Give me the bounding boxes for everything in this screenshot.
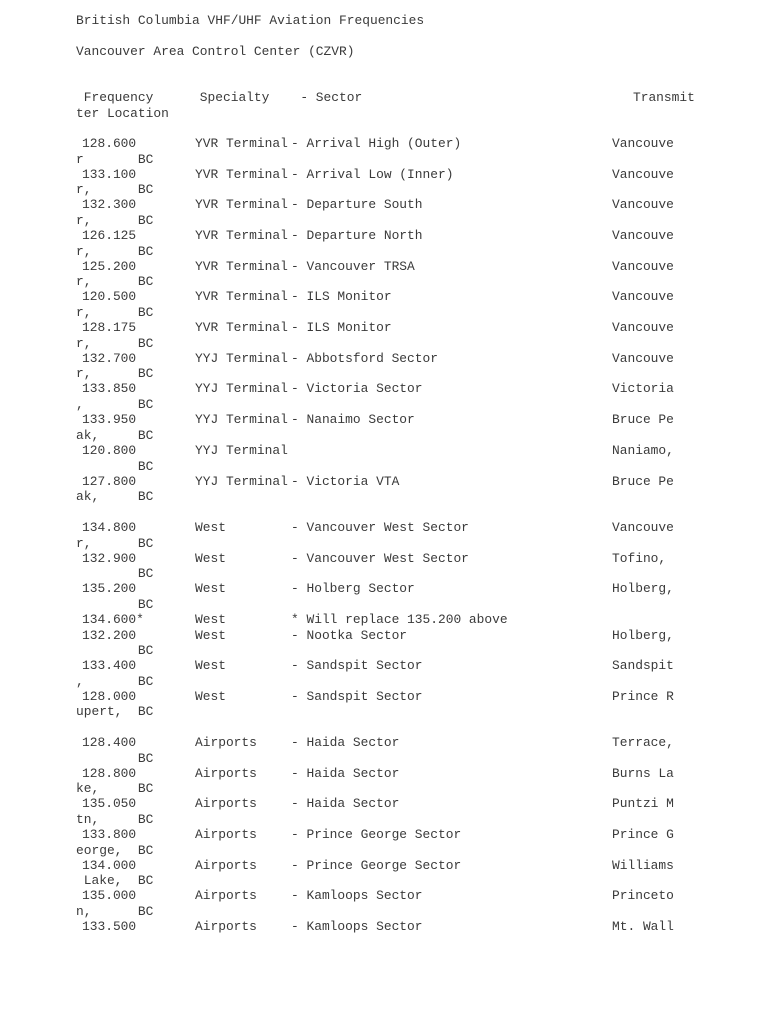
location-wrap-cell: r, BC <box>76 182 154 197</box>
transmitter-cell: Princeto <box>612 888 674 903</box>
transmitter-cell: Burns La <box>612 765 674 781</box>
transmitter-cell: Prince G <box>612 827 674 842</box>
location-wrap-cell: r, BC <box>76 274 154 289</box>
transmitter-cell: Bruce Pe <box>612 412 674 427</box>
location-wrap-cell: BC <box>76 566 154 581</box>
frequency-cell: 128.175 <box>82 320 137 335</box>
transmitter-cell: Bruce Pe <box>612 473 674 489</box>
location-wrap-cell: r, BC <box>76 335 154 351</box>
table-row <box>76 197 676 228</box>
location-wrap-cell: , BC <box>76 396 154 412</box>
sector-cell: * Will replace 135.200 above <box>291 612 508 627</box>
location-wrap-cell: r, BC <box>76 243 154 259</box>
location-wrap-cell: BC <box>76 643 154 658</box>
table-row <box>76 919 676 950</box>
sector-cell: - Haida Sector <box>291 735 400 750</box>
sector-cell: - ILS Monitor <box>291 320 392 335</box>
sector-cell: - Prince George Sector <box>291 857 462 873</box>
table-row <box>76 520 676 551</box>
frequency-cell: 133.500 <box>82 919 137 934</box>
sector-cell: - Departure South <box>291 197 423 212</box>
specialty-cell: West <box>195 581 226 596</box>
transmitter-cell: Vancouve <box>612 197 674 212</box>
sector-cell: - Departure North <box>291 228 423 243</box>
location-wrap-cell: r, BC <box>76 366 154 381</box>
location-wrap-cell: BC <box>76 458 154 474</box>
sector-cell: - Prince George Sector <box>291 827 462 842</box>
table-row <box>76 735 676 766</box>
frequency-cell: 133.800 <box>82 827 137 842</box>
sector-cell: - Holberg Sector <box>291 581 415 596</box>
frequency-cell: 128.600 <box>82 136 137 151</box>
table-row <box>76 581 676 612</box>
transmitter-cell: Vancouve <box>612 136 674 151</box>
specialty-cell: Airports <box>195 827 257 842</box>
location-wrap-cell: eorge, BC <box>76 842 154 858</box>
specialty-cell: Airports <box>195 796 257 811</box>
table-row <box>76 858 676 889</box>
table-row <box>76 796 676 827</box>
transmitter-cell: Terrace, <box>612 735 674 750</box>
specialty-cell: Airports <box>195 888 257 903</box>
document-subtitle: Vancouver Area Control Center (CZVR) <box>76 44 355 59</box>
location-wrap-cell: BC <box>76 750 154 766</box>
location-wrap-cell: r, BC <box>76 304 154 320</box>
frequency-cell: 135.050 <box>82 796 137 811</box>
transmitter-cell: Mt. Wall <box>612 919 674 934</box>
specialty-cell: West <box>195 550 226 566</box>
transmitter-cell: Victoria <box>612 381 674 396</box>
location-wrap-cell: , BC <box>76 673 154 689</box>
sector-cell: - Arrival High (Outer) <box>291 136 462 151</box>
specialty-cell: Airports <box>195 857 257 873</box>
sector-cell: - Kamloops Sector <box>291 888 423 903</box>
frequency-cell: 133.950 <box>82 412 137 427</box>
location-wrap-cell: r, BC <box>76 535 154 551</box>
table-header-line-2: ter Location <box>76 105 169 121</box>
frequency-cell: 128.000 <box>82 688 137 704</box>
sector-cell: - Abbotsford Sector <box>291 350 438 366</box>
sector-cell: - Sandspit Sector <box>291 688 423 704</box>
transmitter-cell: Vancouve <box>612 520 674 535</box>
specialty-cell: YVR Terminal <box>195 136 288 151</box>
table-row <box>76 351 676 382</box>
transmitter-cell: Sandspit <box>612 658 674 673</box>
specialty-cell: YVR Terminal <box>195 289 288 304</box>
sector-cell: - Vancouver West Sector <box>291 520 469 535</box>
frequency-cell: 128.400 <box>82 735 137 750</box>
document-title: British Columbia VHF/UHF Aviation Frequencies <box>76 13 425 28</box>
table-row <box>76 136 676 167</box>
table-row <box>76 888 676 919</box>
transmitter-cell: Holberg, <box>612 581 674 596</box>
transmitter-cell: Williams <box>612 857 674 873</box>
frequency-cell: 132.300 <box>82 197 137 212</box>
specialty-cell: West <box>195 688 226 704</box>
sector-cell: - Victoria VTA <box>291 473 400 489</box>
frequency-cell: 132.700 <box>82 350 137 366</box>
transmitter-cell: Puntzi M <box>612 796 674 811</box>
location-wrap-cell: n, BC <box>76 903 154 919</box>
transmitter-cell: Holberg, <box>612 627 674 643</box>
specialty-cell: YVR Terminal <box>195 228 288 243</box>
specialty-cell: Airports <box>195 735 257 750</box>
frequency-cell: 135.000 <box>82 888 137 903</box>
table-row <box>76 412 676 443</box>
frequency-cell: 120.500 <box>82 289 137 304</box>
table-row <box>76 381 676 412</box>
transmitter-cell: Vancouve <box>612 166 674 182</box>
location-wrap-cell: r, BC <box>76 212 154 228</box>
frequency-cell: 134.000 <box>82 857 137 873</box>
location-wrap-cell: Lake, BC <box>76 873 154 888</box>
specialty-cell: Airports <box>195 765 257 781</box>
specialty-cell: YYJ Terminal <box>195 443 288 458</box>
table-row <box>76 167 676 198</box>
location-wrap-cell: ak, BC <box>76 427 154 443</box>
table-row <box>76 320 676 351</box>
specialty-cell: YYJ Terminal <box>195 381 288 396</box>
transmitter-cell: Tofino, <box>612 550 667 566</box>
transmitter-cell: Vancouve <box>612 289 674 304</box>
location-wrap-cell: ak, BC <box>76 489 154 504</box>
specialty-cell: YYJ Terminal <box>195 350 288 366</box>
frequency-cell: 133.850 <box>82 381 137 396</box>
frequency-cell: 127.800 <box>82 473 137 489</box>
table-header-line-1: Frequency Specialty - Sector Transmit <box>76 90 695 105</box>
location-wrap-cell: ke, BC <box>76 781 154 796</box>
table-row <box>76 827 676 858</box>
specialty-cell: YVR Terminal <box>195 197 288 212</box>
sector-cell: - Haida Sector <box>291 796 400 811</box>
sector-cell: - Nanaimo Sector <box>291 412 415 427</box>
transmitter-cell: Naniamo, <box>612 443 674 458</box>
specialty-cell: West <box>195 658 226 673</box>
sector-cell: - Kamloops Sector <box>291 919 423 934</box>
sector-cell: - Vancouver West Sector <box>291 550 469 566</box>
frequency-cell: 135.200 <box>82 581 137 596</box>
specialty-cell: YYJ Terminal <box>195 412 288 427</box>
frequency-cell: 128.800 <box>82 765 137 781</box>
location-wrap-cell: r BC <box>76 151 154 167</box>
table-row <box>76 474 676 505</box>
sector-cell: - Victoria Sector <box>291 381 423 396</box>
sector-cell: - ILS Monitor <box>291 289 392 304</box>
frequency-cell: 132.200 <box>82 627 137 643</box>
specialty-cell: West <box>195 612 226 627</box>
sector-cell: - Haida Sector <box>291 765 400 781</box>
sector-cell: - Vancouver TRSA <box>291 258 415 274</box>
table-row <box>76 658 676 689</box>
sector-cell: - Arrival Low (Inner) <box>291 166 454 182</box>
table-row <box>76 766 676 797</box>
specialty-cell: West <box>195 520 226 535</box>
frequency-cell: 132.900 <box>82 550 137 566</box>
table-row <box>76 628 676 659</box>
frequency-cell: 126.125 <box>82 228 137 243</box>
specialty-cell: YVR Terminal <box>195 320 288 335</box>
specialty-cell: YVR Terminal <box>195 166 288 182</box>
frequency-cell: 134.800 <box>82 520 137 535</box>
specialty-cell: West <box>195 627 226 643</box>
table-row <box>76 228 676 259</box>
transmitter-cell: Vancouve <box>612 258 674 274</box>
transmitter-cell: Vancouve <box>612 350 674 366</box>
location-wrap-cell: tn, BC <box>76 811 154 827</box>
frequency-cell: 134.600* <box>82 612 144 627</box>
frequency-cell: 125.200 <box>82 258 137 274</box>
specialty-cell: YYJ Terminal <box>195 473 288 489</box>
specialty-cell: Airports <box>195 919 257 934</box>
table-row <box>76 289 676 320</box>
frequency-cell: 133.400 <box>82 658 137 673</box>
location-wrap-cell: BC <box>76 596 154 612</box>
frequency-cell: 133.100 <box>82 166 137 182</box>
transmitter-cell: Vancouve <box>612 320 674 335</box>
transmitter-cell: Vancouve <box>612 228 674 243</box>
sector-cell: - Nootka Sector <box>291 627 408 643</box>
location-wrap-cell: upert, BC <box>76 704 154 719</box>
transmitter-cell: Prince R <box>612 688 674 704</box>
table-row <box>76 259 676 290</box>
sector-cell: - Sandspit Sector <box>291 658 423 673</box>
table-row <box>76 689 676 720</box>
table-row <box>76 443 676 474</box>
frequency-cell: 120.800 <box>82 443 137 458</box>
specialty-cell: YVR Terminal <box>195 258 288 274</box>
table-row <box>76 551 676 582</box>
